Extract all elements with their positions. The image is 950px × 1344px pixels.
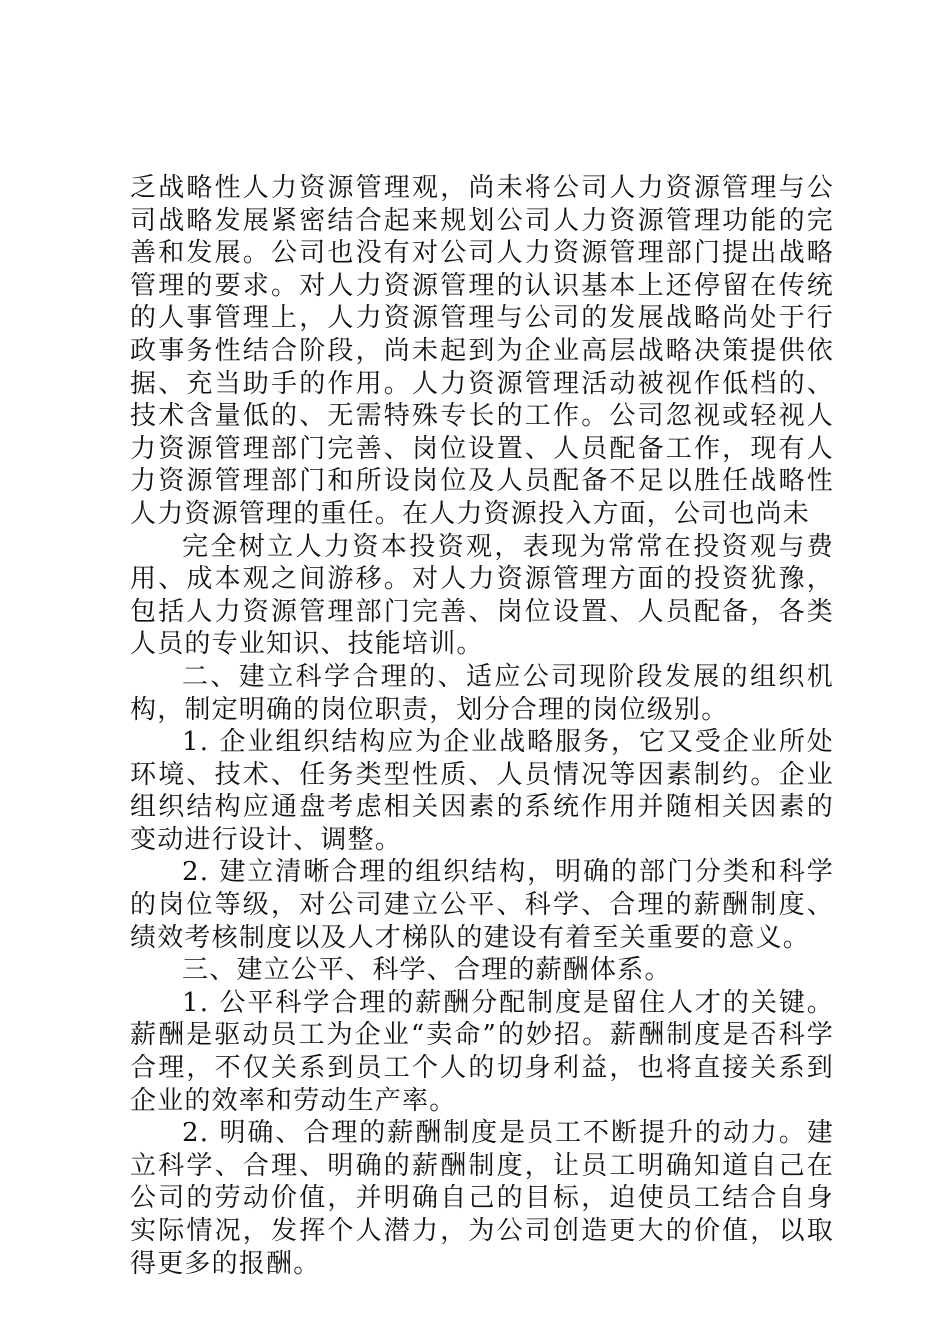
paragraph-3-2: 2. 明确、合理的薪酬制度是员工不断提升的动力。建立科学、合理、明确的薪酬制度，让员工明确知道自己在公司的劳动价值，并明确自己的目标，迫使员工结合自身实际情况，发挥个人潜力，为公司创造更大的价值，以取得更多的报酬。 xyxy=(130,1118,834,1279)
document-body xyxy=(130,172,834,1280)
paragraph-2: 完全树立人力资本投资观，表现为常常在投资观与费用、成本观之间游移。对人力资源管理方面的投资犹豫，包括人力资源管理部门完善、岗位设置、人员配备，各类人员的专业知识、技能培训。 xyxy=(130,531,834,660)
paragraph-1: 乏战略性人力资源管理观，尚未将公司人力资源管理与公司战略发展紧密结合起来规划公司人力资源管理功能的完善和发展。公司也没有对公司人力资源管理部门提出战略管理的要求。对人力资源管理的认识基本上还停留在传统的人事管理上，人力资源管理与公司的发展战略尚处于行政事务性结合阶段，尚未起到为企业高层战略决策提供依据、充当助手的作用。人力资源管理活动被视作低档的、技术含量低的、无需特殊专长的工作。公司忽视或轻视人力资源管理部门完善、岗位设置、人员配备工作，现有人力资源管理部门和所设岗位及人员配备不足以胜任战略性人力资源管理的重任。在人力资源投入方面，公司也尚未 xyxy=(130,173,834,529)
paragraph-2-1: 1. 企业组织结构应为企业战略服务，它又受企业所处环境、技术、任务类型性质、人员情况等因素制约。企业组织结构应通盘考虑相关因素的系统作用并随相关因素的变动进行设计、调整。 xyxy=(130,727,834,855)
paragraph-2-2: 2. 建立清晰合理的组织结构，明确的部门分类和科学的岗位等级，对公司建立公平、科学、合理的薪酬制度、绩效考核制度以及人才梯队的建设有着至关重要的意义。 xyxy=(130,857,834,953)
section-heading-2: 二、建立科学合理的、适应公司现阶段发展的组织机构，制定明确的岗位职责，划分合理的岗位级别。 xyxy=(130,661,834,725)
paragraph-3-1: 1. 公平科学合理的薪酬分配制度是留住人才的关键。薪酬是驱动员工为企业“卖命”的妙招。薪酬制度是否科学合理，不仅关系到员工个人的切身利益，也将直接关系到企业的效率和劳动生产率。 xyxy=(130,987,834,1116)
section-heading-3: 三、建立公平、科学、合理的薪酬体系。 xyxy=(182,955,672,986)
